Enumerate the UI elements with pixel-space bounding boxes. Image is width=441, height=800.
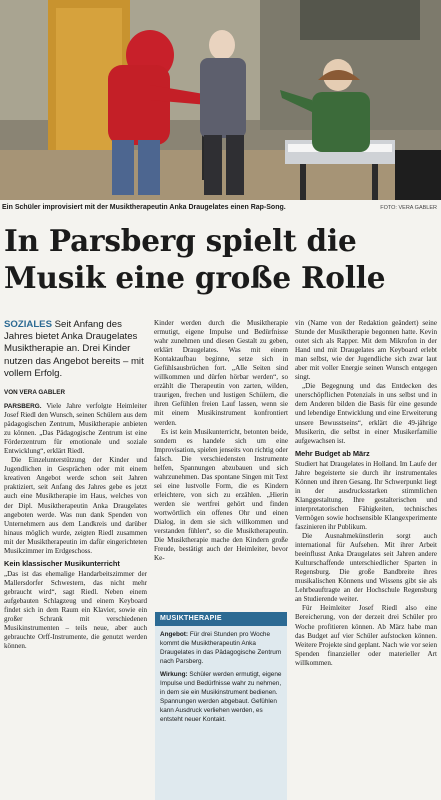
headline: In Parsberg spielt die Musik eine große Rolle: [4, 223, 386, 295]
info-box-label: Angebot:: [160, 631, 189, 638]
body-paragraph: „Das ist das ehemalige Handarbeitszimmer der Mallersdorfer Schwestern, das nicht mehr gebraucht wird“, sagt Riedl. Neben einem aufgebauten Schlagzeug und einem Keyboard findet sich in dem Raum ein Klavier, sowie ein großer Schrank mit verschiedenen Musikinstrumenten – teils neue, aber auch gebrauchte Orff-Instrumente, die genutzt werden können.: [4, 569, 147, 651]
body-paragraph: Kinder werden durch die Musiktherapie ermutigt, eigene Impulse und Bedürfnisse wahr zunehmen und diesen Gestalt zu geben, erklärt Draugelates. Was mit einem Kontaktaufbau beginne, setze sich in Gefühlsausbrüchen fort. „Alle Seiten sind willkommen und dürfen hörbar werden“, so erzählt die Therapeutin von zarten, wilden, traurigen, frechen und lustigen Schülern, die ihren Gefühlen freien Lauf lassen, wenn sie mit einem Musikinstrument konfrontiert werden.: [154, 319, 288, 427]
info-box-text: Für drei Stunden pro Woche kommt die Musiktherapeutin Anka Draugelates in das Pädagogische Zentrum nach Parsberg.: [160, 631, 282, 665]
info-box-text: Schüler werden ermutigt, eigene Impulse und Bedürfnisse wahr zu nehmen, in dem sie ein Musikinstrument bedienen. Spannungen werden abgebaut. Gefühlen kann Ausdruck verliehen werden, es entsteht neuer Kontakt.: [160, 671, 282, 723]
body-paragraph: vin (Name von der Redaktion geändert) seine Stunde der Musiktherapie begonnen hatte. Kevin outet sich als Rapper. Mit dem Mikrofon in der Hand und mit Draugelates am Keyboard erlebt man selbst, wie der Jugendliche sich zwar laut aber mit voller Energie seinen Wunsch entgegen singt.: [295, 319, 437, 382]
photo-caption-bar: [0, 201, 441, 215]
lead-kicker: SOZIALES: [4, 319, 52, 330]
article-column-1: [4, 319, 147, 651]
byline: VON VERA GABLER: [4, 389, 65, 397]
body-paragraph: Für Heimleiter Josef Riedl also eine Bereicherung, von der derzeit drei Schüler pro Woche profitieren können. Ab März habe man das Budget auf vier Schüler aufstocken können. Weitere Projekte sind geplant. Nach wie vor seien Spenden finanzieller oder materieller Art willkommen.: [295, 604, 437, 667]
lead-text: Seit Anfang des Jahres bietet Anka Draugelates Musiktherapie an. Drei Kinder nutzen das Angebot bereits – mit vollem Erfolg.: [4, 319, 144, 379]
dateline: PARSBERG.: [4, 403, 42, 411]
subheading: Mehr Budget ab März: [295, 448, 370, 458]
info-box: [155, 612, 287, 800]
article-photo: [0, 0, 441, 200]
body-paragraph: Die Ausnahmekünstlerin sorgt auch international für Aufsehen. Mit ihrer Arbeit beeinflusst Anka Draugelates seit Jahren andere Kulturschaffende unterschiedlicher Sparten in Regensburg. Die große Bandbreite ihres musikalischen Könnens und Wissens gibt sie als Lehrbeauftragte an der Hochschule Regensburg an Studierende weiter.: [295, 532, 437, 604]
info-box-item: [160, 670, 282, 724]
article-column-2: [154, 319, 288, 563]
body-paragraph: „Die Begegnung und das Entdecken des unerschöpflichen Potenzials in uns selbst und in dem Anderen bilden die Basis für eine gesunde und lebendige Entwicklung und eine Erweiterung unsere Bewusstseins“, erklärt die 49-jährige Musikerin, die selbst in einer Musikerfamilie aufgewachsen ist.: [295, 382, 437, 445]
body-paragraph: Die Einzelunterstützung der Kinder und Jugendlichen in Gesprächen oder mit einem kreativen Angebot werde schon seit Jahren praktiziert, seit Anfang des Jahres gebe es jetzt auch eine Musiktherapie im Haus, welches von der Dipl. Musiktherapeutin Anka Draugelates angeboten werde. Was nun dank Spenden von Unternehmern aus dem Landkreis und darüber hinaus möglich wurde, zeigten Riedl zusammen mit der Musiktherapeutin im dafür eingerichteten Musikzimmer im Erdgeschoss.: [4, 456, 147, 555]
article-column-3: [295, 319, 437, 668]
paragraph-text: Viele Jahre verfolgte Heimleiter Josef Riedl den Wunsch, seinen Schülern aus dem pädagogischen Zentrum, Musiktherapie anbieten zu können. „Das Pädagogische Zentrum ist eine Förderzentrum für emotionale und soziale Entwicklung“, erklärt Riedl.: [4, 402, 147, 456]
body-paragraph: Es ist kein Musikunterricht, betonten beide, sondern es handele sich um eine Improvisation, spielen jenseits von richtig oder falsch. Die verschiedensten Instrumente helfen, Spannungen abzubauen und sich wahrzunehmen. Das spontane Singen mit Text sei eine lustvolle Form, die es Kindern erleichtere, von sich zu erzählen. „Hierin werden sie wertfrei gehört und finden wortwörtlich ein offenes Ohr und einen Dialog, in dem sie sich willkommen und verstanden fühlen“, so die Musiktherapeutin. Die Musiktherapie mache den Kindern große Freude, bestätigt auch der Heimleiter, bevor Ke-: [154, 427, 288, 563]
body-paragraph: Studiert hat Draugelates in Holland. Im Laufe der Jahre begeisterte sie durch ihr instrumentales Können und ihren Gesang. Ihr Schwerpunkt liegt in der ausdrucksstarken stimmlichen Klanggestaltung. Ihre gestalterischen und interpretatorischen Fähigkeiten, technisches Vermögen sowie hochsensible Klangexperimente faszinieren ihr Publikum.: [295, 459, 437, 531]
info-box-item: [160, 630, 282, 666]
info-box-title: MUSIKTHERAPIE: [155, 612, 287, 626]
subheading: Kein klassischer Musikunterricht: [4, 558, 120, 568]
photo-caption: Ein Schüler improvisiert mit der Musiktherapeutin Anka Draugelates einen Rap-Song.: [2, 204, 286, 211]
photo-credit: FOTO: VERA GABLER: [380, 205, 437, 211]
info-box-label: Wirkung:: [160, 671, 188, 678]
lead-paragraph: [4, 319, 147, 380]
photo-illustration: [0, 0, 441, 200]
body-paragraph: [4, 402, 147, 456]
